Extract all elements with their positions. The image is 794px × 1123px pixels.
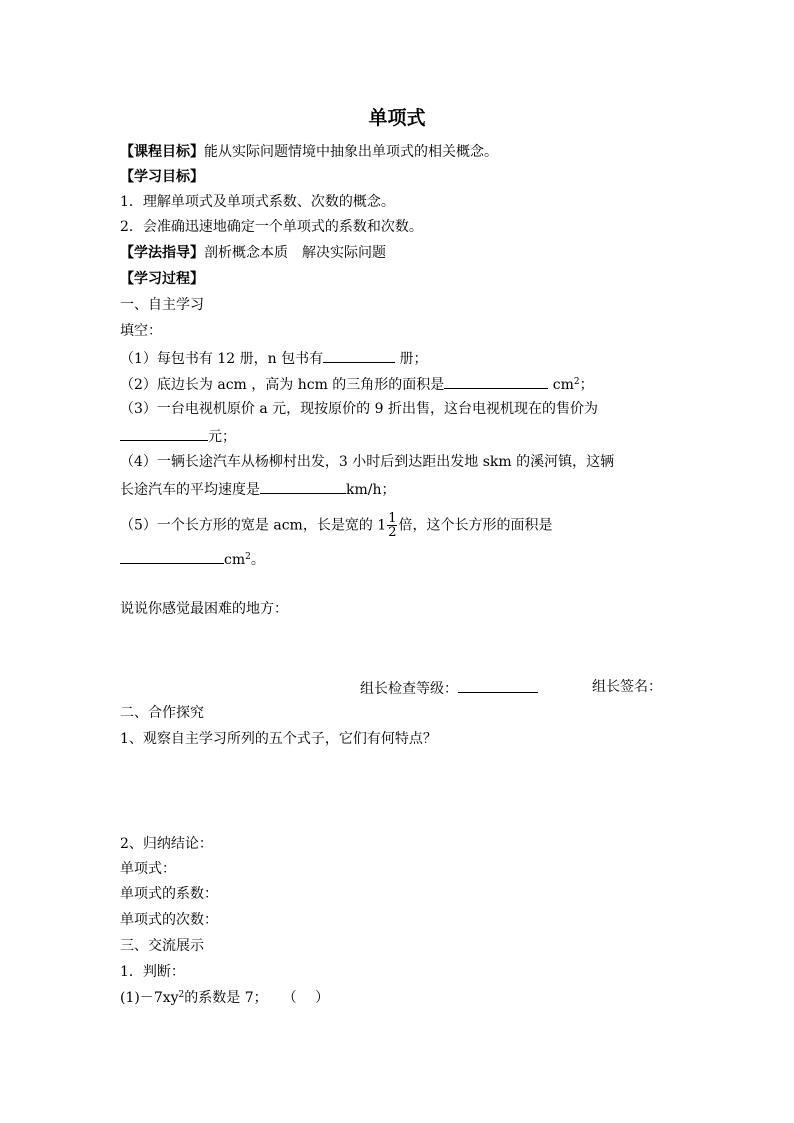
learning-objective-label: 【学习目标】 — [120, 169, 204, 185]
method-guidance — [120, 244, 386, 262]
question-1 — [120, 348, 428, 368]
question-5 — [120, 512, 552, 539]
question-2-unit: cm — [548, 377, 574, 393]
section2-heading: 二、合作探究 — [120, 705, 204, 721]
judge-item-1 — [120, 989, 329, 1007]
definition-coefficient: 单项式的系数： — [120, 886, 218, 902]
definition-degree: 单项式的次数： — [120, 912, 218, 928]
question-2-text: （2）底边长为 acm ，高为 hcm 的三角形的面积是 — [120, 377, 445, 393]
section1-heading: 一、自主学习 — [120, 297, 204, 313]
method-label: 【学法指导】 — [120, 245, 204, 261]
question-3-unit: 元； — [208, 429, 236, 445]
answer-blank[interactable] — [444, 374, 548, 389]
section2-question-1: 1、观察自主学习所列的五个式子，它们有何特点？ — [120, 731, 437, 747]
course-objective-text: 能从实际问题情境中抽象出单项式的相关概念。 — [204, 144, 498, 160]
superscript: 2 — [573, 377, 580, 387]
superscript: 2 — [178, 990, 185, 1000]
question-5-end: 。 — [250, 552, 265, 568]
answer-blank[interactable] — [120, 549, 224, 564]
question-5-text-2: 倍，这个长方形的面积是 — [398, 517, 553, 534]
answer-blank[interactable] — [260, 479, 346, 494]
question-1-text: （1）每包书有 12 册，n 包书有 — [120, 351, 324, 367]
fraction-numerator: 1 — [388, 511, 397, 526]
learning-objective-item: 2．会准确迅速地确定一个单项式的系数和次数。 — [120, 219, 423, 235]
judge-item-text: 的系数是 7； — [184, 990, 268, 1006]
question-4-cont — [120, 479, 396, 499]
leader-check — [360, 678, 538, 698]
section2-question-2: 2、归纳结论： — [120, 836, 213, 852]
difficulty-prompt: 说说你感觉最困难的地方： — [120, 601, 288, 617]
question-5-unit: cm — [224, 552, 246, 568]
question-4-unit: km/h； — [346, 482, 396, 498]
fill-blank-label: 填空： — [120, 323, 162, 339]
judge-answer-paren[interactable]: （ ） — [289, 990, 330, 1006]
leader-sign-label: 组长签名： — [592, 679, 662, 695]
fraction — [387, 512, 397, 539]
fraction-denominator: 2 — [388, 525, 397, 540]
question-4-text: 长途汽车的平均速度是 — [120, 482, 260, 498]
question-4: （4）一辆长途汽车从杨柳村出发，3 小时后到达距出发地 skm 的溪河镇，这辆 — [120, 454, 615, 470]
question-5-cont — [120, 549, 265, 569]
definition-monomial: 单项式： — [120, 861, 176, 877]
question-2 — [120, 374, 594, 394]
course-objective-label: 【课程目标】 — [120, 144, 204, 160]
question-5-text: （5）一个长方形的宽是 acm，长是宽的 1 — [120, 517, 387, 534]
question-3: （3）一台电视机原价 a 元，现按原价的 9 折出售，这台电视机现在的售价为 — [120, 401, 598, 417]
learning-process-label: 【学习过程】 — [120, 271, 204, 287]
question-1-unit: 册； — [395, 351, 428, 367]
grade-blank[interactable] — [458, 678, 538, 693]
check-grade-label: 组长检查等级： — [360, 681, 458, 697]
question-2-end: ； — [579, 377, 594, 393]
learning-objective-item: 1．理解单项式及单项式系数、次数的概念。 — [120, 194, 395, 210]
answer-blank[interactable] — [323, 348, 395, 363]
judge-label: 1．判断： — [120, 964, 185, 980]
superscript: 2 — [245, 552, 251, 562]
course-objective — [120, 143, 498, 161]
question-3-cont — [120, 426, 236, 446]
answer-blank[interactable] — [120, 426, 208, 441]
judge-item-expression: (1)－7xy — [120, 990, 179, 1006]
method-text: 剖析概念本质 解决实际问题 — [204, 245, 386, 261]
page-title: 单项式 — [368, 107, 426, 129]
section3-heading: 三、交流展示 — [120, 938, 204, 954]
